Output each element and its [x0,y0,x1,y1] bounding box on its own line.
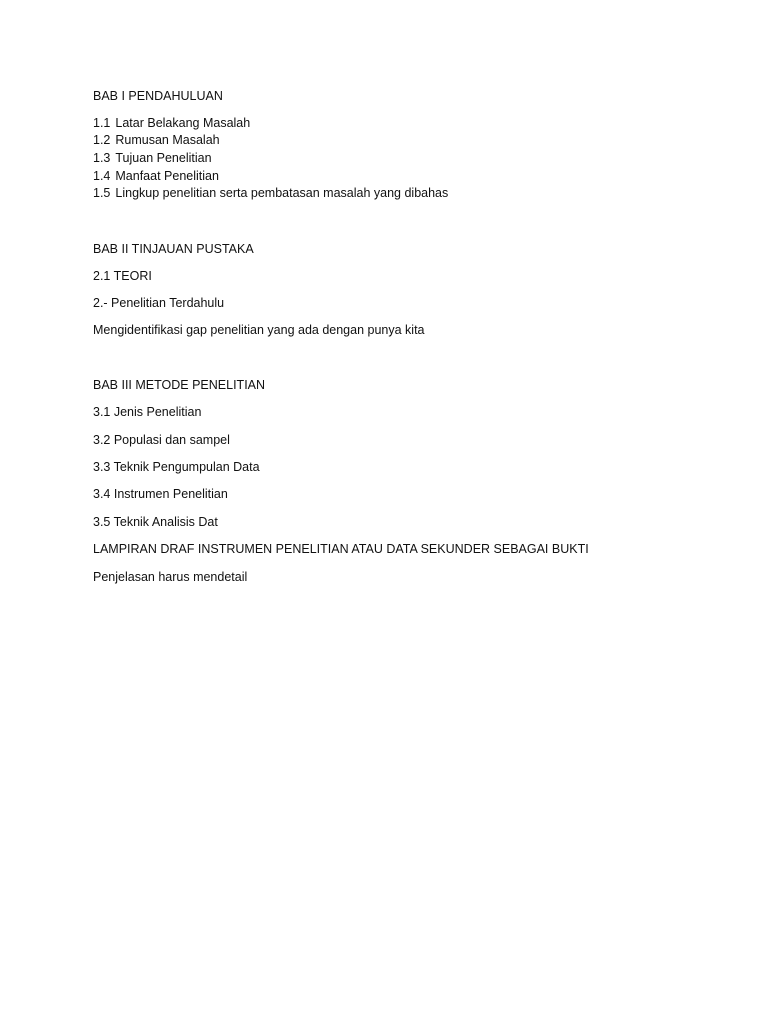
bab1-item-text: Latar Belakang Masalah [115,116,251,130]
bab1-item-text: Manfaat Penelitian [115,169,219,183]
bab1-item-number: 1.2 [93,133,111,147]
bab1-item [93,150,212,166]
bab1-item-number: 1.5 [93,186,111,200]
penjelasan-note: Penjelasan harus mendetail [93,570,248,584]
bab3-item: 3.1 Jenis Penelitian [93,405,202,419]
bab1-item [93,132,220,148]
bab2-penelitian-terdahulu: 2.- Penelitian Terdahulu [93,296,225,310]
bab3-item: 3.5 Teknik Analisis Dat [93,515,218,529]
bab1-item-text: Rumusan Masalah [115,133,220,147]
bab3-item: 3.3 Teknik Pengumpulan Data [93,460,260,474]
bab1-item-text: Lingkup penelitian serta pembatasan masalah yang dibahas [115,186,449,200]
bab3-heading: BAB III METODE PENELITIAN [93,378,266,392]
bab1-item [93,185,448,201]
bab1-item-number: 1.1 [93,116,111,130]
bab2-teori: 2.1 TEORI [93,269,152,283]
bab3-item: 3.2 Populasi dan sampel [93,433,230,447]
bab1-item [93,115,250,131]
bab1-item-number: 1.3 [93,151,111,165]
lampiran-heading: LAMPIRAN DRAF INSTRUMEN PENELITIAN ATAU DATA SEKUNDER SEBAGAI BUKTI [93,542,589,556]
bab1-heading: BAB I PENDAHULUAN [93,89,223,103]
bab1-item-text: Tujuan Penelitian [115,151,212,165]
bab3-item: 3.4 Instrumen Penelitian [93,487,228,501]
bab1-item-number: 1.4 [93,169,111,183]
bab2-note: Mengidentifikasi gap penelitian yang ada dengan punya kita [93,323,425,337]
bab1-item [93,168,219,184]
bab2-heading: BAB II TINJAUAN PUSTAKA [93,242,254,256]
